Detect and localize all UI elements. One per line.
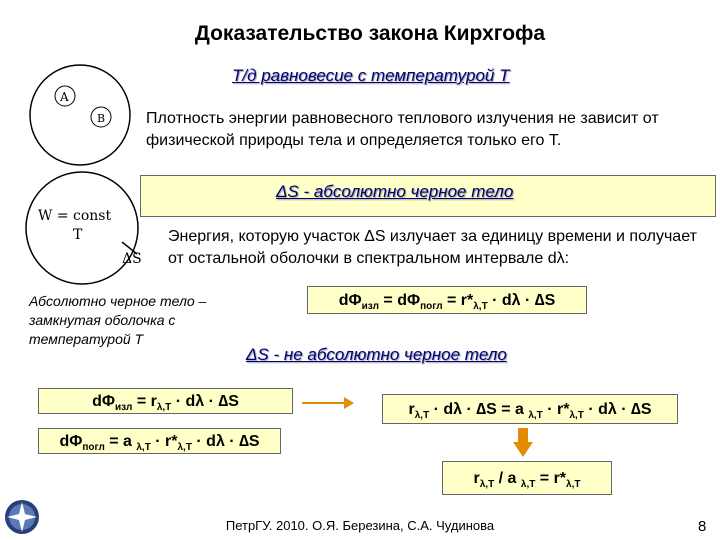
emit-lhs: dΦ: [92, 393, 116, 410]
res-rstar: r*: [553, 470, 567, 487]
black-body-heading: ΔS - абсолютно черное тело: [276, 182, 514, 201]
formula-tail: · dλ · ∆S: [487, 292, 556, 309]
abs-tail: · dλ · ∆S: [191, 433, 260, 450]
diagram-shell: [24, 168, 144, 288]
res-r: r: [473, 470, 480, 487]
formula-absorption: [38, 428, 281, 454]
cavity-circle: [30, 65, 130, 165]
page-number: 8: [698, 518, 707, 535]
not-black-body-heading: ΔS - не абсолютно черное тело: [246, 345, 507, 364]
emit-lhs-sub: изл: [115, 402, 133, 414]
emit-r-sub: λ,T: [156, 402, 172, 414]
eq-mid2: · r*: [542, 401, 570, 418]
eq-r2-sub: λ,T: [569, 410, 584, 422]
formula-lhs: dΦ: [338, 292, 362, 309]
emit-eq: = r: [132, 393, 157, 410]
abs-a-sub: λ,T: [136, 442, 151, 454]
w-const-label: W = const: [38, 208, 112, 224]
body-b-label: B: [97, 112, 106, 125]
formula-lhs-sub: изл: [361, 301, 379, 313]
paragraph-energy: Энергия, которую участок ΔS излучает за единицу времени и получает от остальной оболочки в спектральном интервале dλ:: [168, 228, 697, 267]
formula-equality: [382, 394, 678, 424]
res-a-sub: λ,T: [520, 479, 536, 491]
delta-s-label: ΔS: [122, 251, 142, 267]
formula-kirchhoff: [442, 461, 612, 495]
eq-r: r: [408, 401, 415, 418]
emit-tail: · dλ · ∆S: [171, 393, 239, 410]
eq-a-sub: λ,T: [528, 410, 543, 422]
formula-emission: [38, 388, 293, 414]
paragraph-independence: Плотность энергии равновесного теплового излучения не зависит от физической природы тела и определяется только его Т.: [146, 110, 659, 149]
page-title: Доказательство закона Кирхгофа: [194, 22, 546, 45]
down-arrow: [512, 427, 534, 459]
abs-eq: = a: [104, 433, 137, 450]
right-arrow: [300, 394, 356, 412]
eq-r-sub: λ,T: [414, 410, 430, 422]
formula-eq: = dΦ: [378, 292, 421, 309]
res-mid: / a: [494, 470, 521, 487]
formula-mid-sub: погл: [420, 301, 443, 313]
formula-equilibrium: [307, 286, 587, 314]
abs-lhs-sub: погл: [82, 442, 105, 454]
res-r-sub: λ,T: [479, 479, 495, 491]
footer-credits: ПетрГУ. 2010. О.Я. Березина, С.А. Чудинова: [225, 518, 495, 533]
eq-mid: · dλ · ∆S = a: [429, 401, 529, 418]
temperature-label: T: [73, 227, 83, 243]
res-rstar-sub: λ,T: [566, 479, 581, 491]
body-a-label: A: [60, 90, 69, 104]
formula-rstar: = r*: [442, 292, 474, 309]
diagram-bodies: [25, 60, 135, 170]
res-eq: =: [535, 470, 554, 487]
formula-r-sub: λ,T: [473, 301, 488, 313]
subtitle: Т/д равновесие с температурой Т: [232, 66, 510, 85]
abs-mid: · r*: [150, 433, 178, 450]
abs-r-sub: λ,T: [177, 442, 192, 454]
eq-tail: · dλ · ∆S: [583, 401, 652, 418]
abs-lhs: dΦ: [59, 433, 83, 450]
black-body-note: Абсолютно черное тело – замкнутая оболочка с температурой Т: [29, 293, 207, 347]
